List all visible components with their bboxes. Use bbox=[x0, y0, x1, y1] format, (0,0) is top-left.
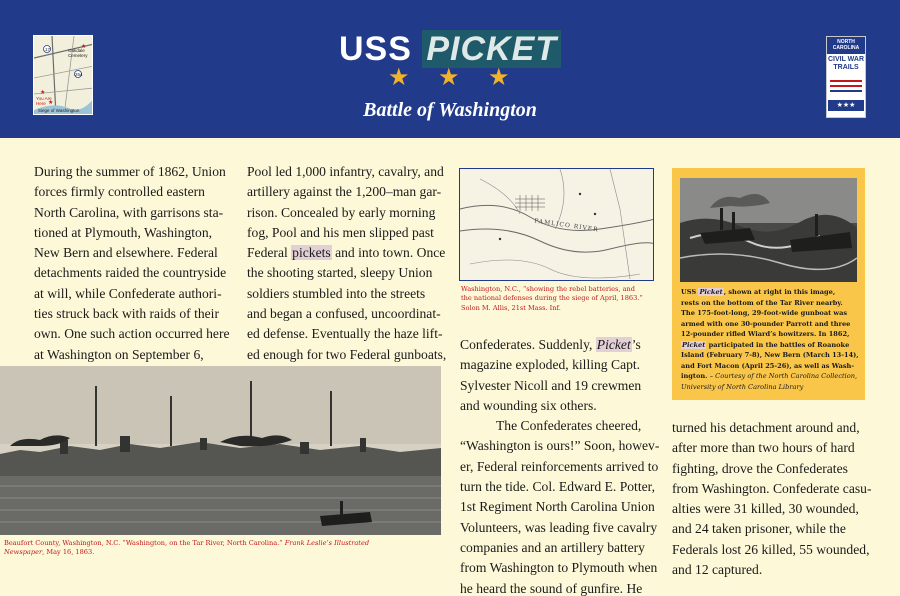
text-span: , May 16, 1863. bbox=[42, 548, 95, 557]
caption-line: armed with one 30-pounder Parrott and three bbox=[681, 319, 851, 328]
text-line: rison. Concealed by early morning bbox=[247, 204, 436, 220]
text-line: North Carolina, with garrisons sta- bbox=[34, 204, 224, 220]
caption-line: the national defenses during the siege of April, 1863.” bbox=[461, 294, 643, 303]
text-span: Beaufort County, Washington, N.C. “Washington, on the Tar River, North Carolina.” bbox=[4, 539, 285, 547]
star-icon: ★ bbox=[388, 65, 410, 91]
text-span: ’s bbox=[631, 337, 641, 352]
header-banner bbox=[0, 0, 900, 138]
svg-text:★: ★ bbox=[48, 100, 54, 106]
image-credit: University of North Carolina Library bbox=[681, 382, 804, 391]
highlight-picket: Picket bbox=[596, 337, 631, 352]
text-line: he heard the sound of gunfire. He bbox=[460, 580, 643, 596]
text-line: ed enough for two Federal gunboats, bbox=[247, 346, 447, 362]
text-line bbox=[460, 335, 659, 355]
text-line: companies and an artillery battery bbox=[460, 539, 645, 555]
logo-stripe bbox=[830, 80, 862, 82]
text-line: at will, while Confederate authori- bbox=[34, 285, 222, 301]
text-line: and wounding six others. bbox=[460, 397, 597, 413]
logo-stars: ★★★ bbox=[828, 100, 864, 111]
logo-stripe bbox=[830, 90, 862, 92]
publication-name: Newspaper bbox=[4, 548, 43, 557]
text-line: Sylvester Nicoll and 19 crewmen bbox=[460, 377, 642, 393]
text-span: ington. bbox=[681, 372, 710, 380]
text-line: Federals lost 26 killed, 55 wounded, bbox=[672, 541, 870, 557]
text-line: the shooting started, sleepy Union bbox=[247, 265, 433, 281]
map-label-siege: Siege of Washington bbox=[38, 108, 80, 113]
text-line bbox=[247, 243, 446, 263]
caption-line: 12-pounder rifled Wiard’s howitzers. In 1862, bbox=[681, 330, 850, 338]
map-route-264: 264 bbox=[75, 72, 83, 77]
highlight-pickets: pickets bbox=[292, 245, 331, 261]
ship-caption bbox=[681, 287, 859, 392]
caption-line: and Fort Macon (April 25-26), as well as Wash- bbox=[681, 361, 855, 370]
text-span: Confederates. Suddenly, bbox=[460, 337, 596, 352]
text-line: magazine exploded, killing Capt. bbox=[460, 357, 641, 373]
page-title bbox=[0, 30, 900, 69]
logo-line-carolina: CAROLINA bbox=[832, 45, 860, 51]
text-line: turned his detachment around and, bbox=[672, 420, 860, 435]
logo-state bbox=[827, 37, 865, 54]
logo-trails bbox=[827, 56, 865, 72]
text-line: own. One such action occurred here bbox=[34, 326, 230, 342]
text-line: 1st Regiment North Carolina Union bbox=[460, 499, 655, 515]
washington-harbor-drawing bbox=[0, 366, 441, 535]
text-span: Federal bbox=[247, 245, 292, 261]
caption-line bbox=[4, 539, 369, 548]
star-icon: ★ bbox=[488, 65, 510, 91]
page-subtitle: Battle of Washington bbox=[363, 99, 537, 121]
washington-harbor-image bbox=[0, 366, 441, 535]
ship-wreck-drawing bbox=[680, 178, 857, 282]
star-icon: ★ bbox=[438, 65, 460, 91]
text-line: er, Federal reinforcements arrived to bbox=[460, 458, 659, 474]
text-column-1 bbox=[34, 162, 230, 385]
title-stars bbox=[380, 66, 520, 90]
text-line: detachments raided the countryside bbox=[34, 265, 227, 281]
image-credit: – Courtesy of the North Carolina Collection, bbox=[709, 372, 858, 380]
map-river-label: PAMLICO RIVER bbox=[533, 217, 600, 234]
text-line: and began a confused, uncoordinat- bbox=[247, 306, 441, 322]
text-line: tioned at Plymouth, Washington, bbox=[34, 224, 213, 240]
text-line: fighting, drove the Confederates bbox=[672, 460, 848, 476]
text-column-2 bbox=[247, 162, 446, 385]
highlight-picket: Picket bbox=[699, 288, 723, 296]
civil-war-trails-logo bbox=[826, 36, 866, 118]
text-line: after more than two hours of hard bbox=[672, 440, 855, 456]
logo-stripe bbox=[830, 85, 862, 87]
title-prefix: USS bbox=[338, 30, 412, 68]
text-line: “Washington is ours!” Soon, howev- bbox=[460, 438, 660, 454]
logo-line-civil-war: CIVIL WAR bbox=[827, 56, 865, 63]
map-label-cemetery-2: Cemetery bbox=[68, 53, 88, 58]
text-line: During the summer of 1862, Union bbox=[34, 164, 226, 179]
caption-line bbox=[4, 548, 369, 557]
caption-line bbox=[681, 287, 859, 298]
map-label-you-are-1: You Are bbox=[36, 96, 52, 101]
caption-line: Washington, N.C., “showing the rebel batteries, and bbox=[461, 285, 635, 293]
logo-line-north: NORTH bbox=[837, 39, 855, 45]
text-line: soldiers stumbled into the streets bbox=[247, 285, 426, 301]
text-line: turn the tide. Col. Edward E. Potter, bbox=[460, 479, 656, 495]
caption-line: rests on the bottom of the Tar River nearby. bbox=[681, 298, 843, 307]
svg-text:★: ★ bbox=[40, 90, 46, 96]
publication-name: Frank Leslie’s Illustrated bbox=[284, 539, 370, 547]
caption-line: Island (February 7-8), New Bern (March 13-14), bbox=[681, 351, 859, 359]
photo-caption bbox=[4, 539, 369, 558]
text-line: alties were 31 killed, 30 wounded, bbox=[672, 501, 859, 517]
text-line: ed defense. Eventually the haze lift- bbox=[247, 326, 443, 342]
logo-line-trails: TRAILS bbox=[833, 64, 859, 71]
ship-info-box bbox=[672, 168, 865, 400]
map-label-you-are-2: Here bbox=[36, 101, 46, 106]
map-route-17: 17 bbox=[45, 47, 51, 52]
map-label-cemetery-1: Oakdale bbox=[68, 48, 85, 53]
text-line: The Confederates cheered, bbox=[496, 418, 642, 434]
text-span: USS bbox=[681, 288, 699, 296]
svg-text:★: ★ bbox=[81, 44, 87, 50]
text-span: participated in the battles of Roanoke bbox=[706, 340, 850, 349]
siege-map-figure bbox=[459, 168, 654, 281]
ship-wreck-image bbox=[680, 178, 857, 282]
text-line: forces firmly controlled eastern bbox=[34, 184, 205, 200]
text-line: Pool led 1,000 infantry, cavalry, and bbox=[247, 164, 444, 179]
text-line: at Washington on September 6, bbox=[34, 346, 204, 362]
map-caption bbox=[461, 285, 643, 313]
caption-line: Solon M. Allis, 21st Mass. Inf. bbox=[461, 303, 561, 312]
caption-line: The 175-foot-long, 29-foot-wide gunboat was bbox=[681, 309, 848, 317]
text-column-4 bbox=[672, 418, 871, 580]
text-line: from Washington. Confederate casu- bbox=[672, 480, 872, 496]
caption-line bbox=[681, 340, 859, 351]
highlight-picket: Picket bbox=[682, 340, 706, 349]
text-line: and 24 taken prisoner, while the bbox=[672, 521, 846, 537]
text-line: from Washington to Plymouth when bbox=[460, 560, 658, 576]
text-column-3 bbox=[460, 335, 659, 596]
text-line: New Bern and elsewhere. Federal bbox=[34, 245, 218, 261]
text-span: , shown at right in this image, bbox=[723, 288, 836, 296]
title-ship-name: PICKET bbox=[422, 30, 561, 68]
text-line: Volunteers, was leading five cavalry bbox=[460, 519, 658, 535]
text-line: and 12 captured. bbox=[672, 562, 763, 578]
text-span: and into town. Once bbox=[331, 245, 446, 261]
caption-line bbox=[681, 371, 859, 382]
text-line: artillery against the 1,200–man gar- bbox=[247, 184, 442, 200]
text-line: ties struck back with raids of their bbox=[34, 306, 219, 322]
text-line: fog, Pool and his men slipped past bbox=[247, 224, 434, 240]
